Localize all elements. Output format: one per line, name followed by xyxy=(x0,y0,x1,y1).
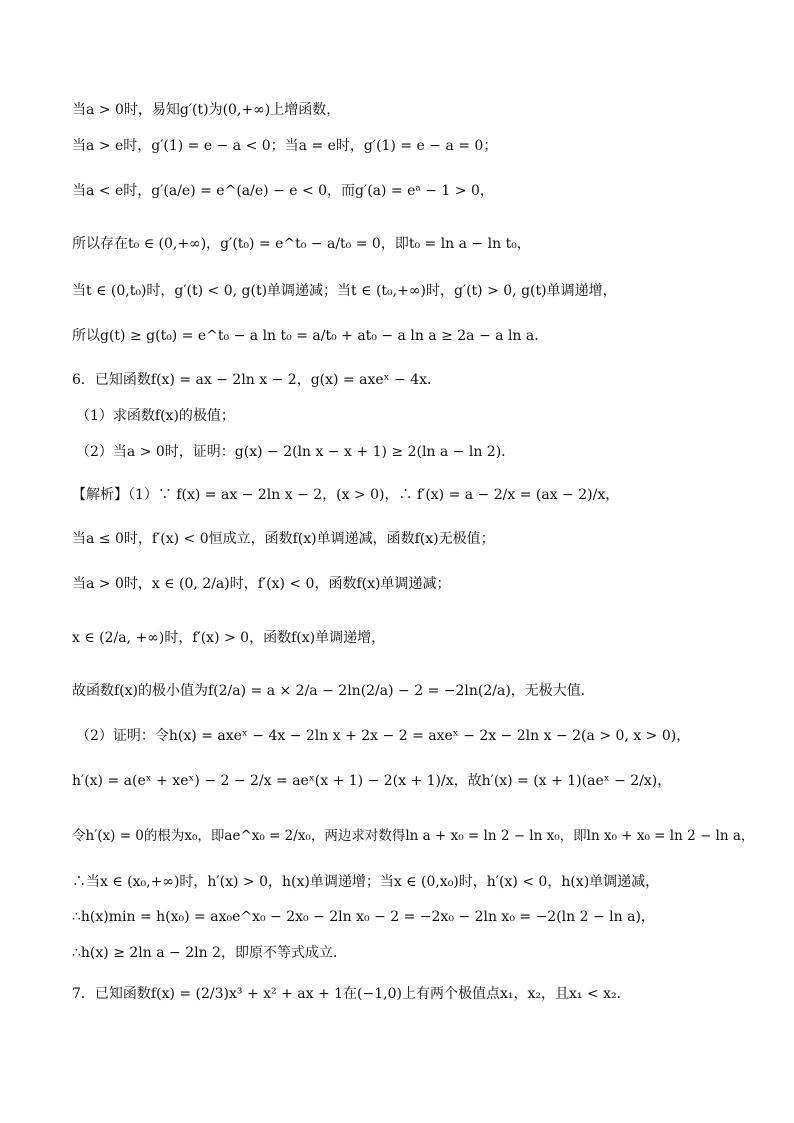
text-line: 故函数f(x)的极小值为f(2/a) = a × 2/a − 2ln(2/a) − 2 = −2ln(2/a)，无极大值． xyxy=(72,683,595,699)
text-line: 当a ≤ 0时，f′(x) < 0恒成立，函数f(x)单调递减，函数f(x)无极值； xyxy=(72,531,495,547)
problem-6-part-1: （1）求函数f(x)的极值； xyxy=(76,408,235,424)
text-line: ∴h(x)min = h(x₀) = ax₀e^x₀ − 2x₀ − 2ln x₀ − 2 = −2x₀ − 2ln x₀ = −2(ln 2 − ln a)， xyxy=(72,909,655,925)
text-line: 当a > 0时，x ∈ (0, 2/a)时，f′(x) < 0，函数f(x)单调递减； xyxy=(72,576,451,592)
text-line: 令h′(x) = 0的根为x₀，即ae^x₀ = 2/x₀，两边求对数得ln a + x₀ = ln 2 − ln x₀，即ln x₀ + x₀ = ln 2 − ln a， xyxy=(72,828,755,844)
text-line: （2）证明：令h(x) = axeˣ − 4x − 2ln x + 2x − 2 = axeˣ − 2x − 2ln x − 2(a > 0, x > 0)， xyxy=(76,728,691,744)
text-line: 所以存在t₀ ∈ (0,+∞)，g′(t₀) = e^t₀ − a/t₀ = 0，即t₀ = ln a − ln t₀， xyxy=(72,236,531,252)
text-line: ∴当x ∈ (x₀,+∞)时，h′(x) > 0，h(x)单调递增；当x ∈ (0,x₀)时，h′(x) < 0，h(x)单调递减， xyxy=(72,874,660,890)
problem-7-statement: 7．已知函数f(x) = (2/3)x³ + x² + ax + 1在(−1,0)上有两个极值点x₁，x₂，且x₁ < x₂． xyxy=(72,986,631,1002)
text-line: x ∈ (2/a, +∞)时，f′(x) > 0，函数f(x)单调递增， xyxy=(72,630,386,646)
text-line: h′(x) = a(eˣ + xeˣ) − 2 − 2/x = aeˣ(x + 1) − 2(x + 1)/x，故h′(x) = (x + 1)(aeˣ − 2/x)， xyxy=(72,773,672,789)
text-line: 当a > 0时，易知g′(t)为(0,+∞)上增函数， xyxy=(72,102,341,118)
text-line: ∴h(x) ≥ 2ln a − 2ln 2，即原不等式成立． xyxy=(72,945,347,961)
text-line: 当t ∈ (0,t₀)时，g′(t) < 0, g(t)单调递减；当t ∈ (t₀,+∞)时，g′(t) > 0, g(t)单调递增， xyxy=(72,283,617,299)
text-line: 当a > e时，g′(1) = e − a < 0；当a = e时，g′(1) = e − a = 0； xyxy=(72,138,498,154)
solution-heading-line: 【解析】（1）∵ f(x) = ax − 2ln x − 2，(x > 0)，∴ f′(x) = a − 2/x = (ax − 2)/x， xyxy=(72,487,620,503)
text-line: 所以g(t) ≥ g(t₀) = e^t₀ − a ln t₀ = a/t₀ + at₀ − a ln a ≥ 2a − a ln a． xyxy=(72,328,549,344)
problem-6-part-2: （2）当a > 0时，证明：g(x) − 2(ln x − x + 1) ≥ 2(ln a − ln 2)． xyxy=(76,444,516,460)
problem-6-statement: 6．已知函数f(x) = ax − 2ln x − 2，g(x) = axeˣ − 4x． xyxy=(72,372,442,388)
text-line: 当a < e时，g′(a/e) = e^(a/e) − e < 0，而g′(a) = eᵃ − 1 > 0， xyxy=(72,183,494,199)
